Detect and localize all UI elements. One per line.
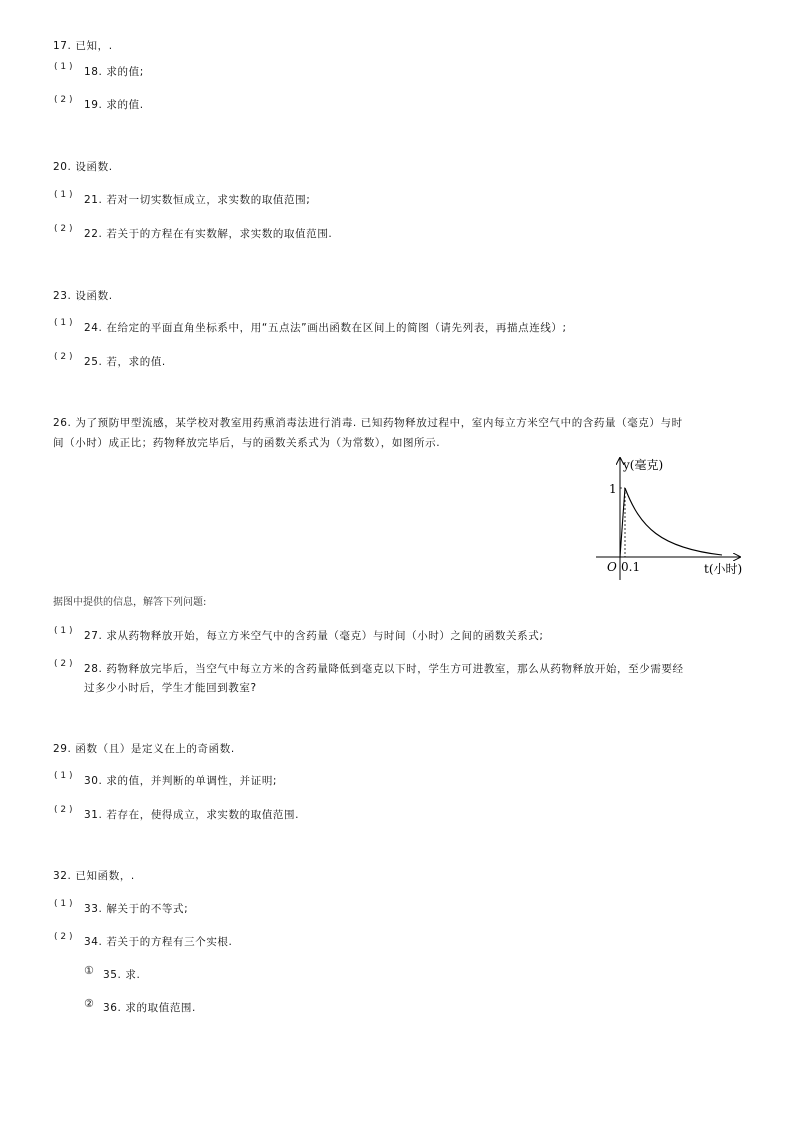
question-17-title: 17. 已知，. [53, 40, 113, 52]
subpart-marker: ② [84, 997, 94, 1010]
question-33: 33. 解关于的不等式; [84, 903, 189, 915]
question-27: 27. 求从药物释放开始，每立方米空气中的含药量（毫克）与时间（小时）之间的函数关系式; [84, 630, 544, 642]
drug-concentration-graph [590, 452, 750, 582]
part-marker: ( 1 ) [54, 899, 73, 909]
question-34: 34. 若关于的方程有三个实根. [84, 936, 233, 948]
x-tick-label: 0.1 [621, 560, 641, 574]
part-marker: ( 1 ) [54, 626, 73, 636]
question-24: 24. 在给定的平面直角坐标系中，用“五点法”画出函数在区间上的简图（请先列表，再描点连线）; [84, 322, 567, 334]
x-axis-label: t(小时) [704, 562, 743, 576]
y-axis-label: y(毫克) [623, 458, 664, 472]
question-31: 31. 若存在，使得成立，求实数的取值范围. [84, 809, 300, 821]
part-marker: ( 1 ) [54, 62, 73, 72]
part-marker: ( 1 ) [54, 771, 73, 781]
question-25: 25. 若，求的值. [84, 356, 166, 368]
part-marker: ( 2 ) [54, 224, 73, 234]
question-26-note: 据图中提供的信息，解答下列问题: [53, 597, 207, 608]
question-21: 21. 若对一切实数恒成立，求实数的取值范围; [84, 194, 311, 206]
question-22: 22. 若关于的方程在有实数解，求实数的取值范围. [84, 228, 333, 240]
part-marker: ( 2 ) [54, 805, 73, 815]
part-marker: ( 2 ) [54, 659, 73, 669]
question-26-title-line1: 26. 为了预防甲型流感，某学校对教室用药熏消毒法进行消毒. 已知药物释放过程中，室内每立方米空气中的含药量（毫克）与时 [53, 417, 683, 429]
question-28-line2: 过多少小时后，学生才能回到教室? [84, 682, 257, 694]
decay-curve [625, 488, 722, 555]
question-19: 19. 求的值. [84, 99, 144, 111]
part-marker: ( 2 ) [54, 932, 73, 942]
part-marker: ( 2 ) [54, 352, 73, 362]
part-marker: ( 1 ) [54, 190, 73, 200]
question-28-line1: 28. 药物释放完毕后，当空气中每立方米的含药量降低到毫克以下时，学生方可进教室，那么从药物释放开始，至少需要经 [84, 663, 684, 675]
question-29-title: 29. 函数（且）是定义在上的奇函数. [53, 743, 235, 755]
part-marker: ( 2 ) [54, 95, 73, 105]
rising-curve [620, 488, 625, 557]
question-23-title: 23. 设函数. [53, 290, 113, 302]
question-18: 18. 求的值; [84, 66, 144, 78]
question-26-title-line2: 间（小时）成正比；药物释放完毕后，与的函数关系式为（为常数），如图所示. [53, 437, 441, 449]
question-35: 35. 求. [103, 969, 141, 981]
subpart-marker: ① [84, 964, 94, 977]
origin-label: O [607, 560, 617, 574]
part-marker: ( 1 ) [54, 318, 73, 328]
question-32-title: 32. 已知函数，. [53, 870, 135, 882]
question-36: 36. 求的取值范围. [103, 1002, 196, 1014]
question-30: 30. 求的值，并判断的单调性，并证明; [84, 775, 278, 787]
y-tick-label: 1 [609, 482, 617, 496]
question-20-title: 20. 设函数. [53, 161, 113, 173]
